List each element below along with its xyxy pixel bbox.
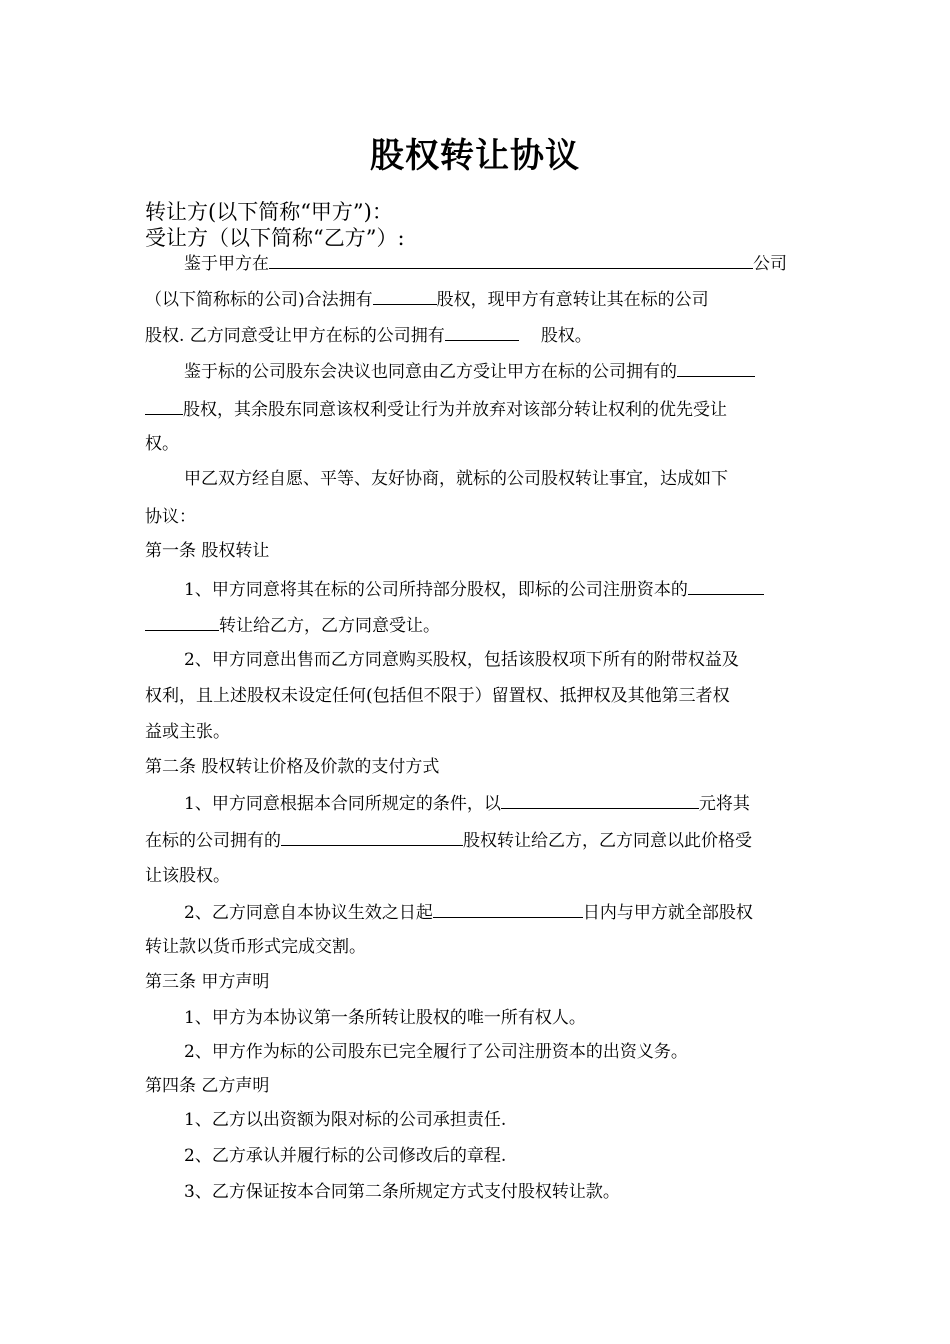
p1-text-b: 公司 xyxy=(753,254,787,274)
art4-item3: 3、乙方保证按本合同第二条所规定方式支付股权转让款。 xyxy=(184,1182,620,1202)
company-name-blank xyxy=(269,250,753,269)
p2-line2 xyxy=(145,396,727,422)
p1-text-d: 股权，现甲方有意转让其在标的公司 xyxy=(436,290,709,310)
article-4-heading: 第四条 乙方声明 xyxy=(145,1076,270,1096)
art2-item2-line2: 转让款以货币形式完成交割。 xyxy=(145,937,366,957)
p2-line1 xyxy=(184,358,755,384)
art2-i1d: 股权转让给乙方，乙方同意以此价格受 xyxy=(463,831,752,851)
art2-item1-line1 xyxy=(184,790,750,816)
art1-item1-line1 xyxy=(184,576,764,602)
art1-item2-line1: 2、甲方同意出售而乙方同意购买股权，包括该股权项下所有的附带权益及 xyxy=(184,650,739,670)
resolution-share-blank-1 xyxy=(677,358,755,377)
transferor-line: 转让方(以下简称“甲方”)： xyxy=(145,200,393,224)
equity-amount-blank xyxy=(281,827,463,846)
resolution-share-blank-2 xyxy=(145,396,183,415)
p3-line1: 甲乙双方经自愿、平等、友好协商，就标的公司股权转让事宜，达成如下 xyxy=(184,469,728,489)
art2-item1-line2 xyxy=(145,827,752,853)
p1-line2 xyxy=(145,286,709,312)
art1-item2-line2: 权利，且上述股权未设定任何(包括但不限于）留置权、抵押权及其他第三者权 xyxy=(145,686,730,706)
p1-text-f: 股权。 xyxy=(540,326,592,346)
capital-ratio-blank-2 xyxy=(145,612,219,631)
art3-item1: 1、甲方为本协议第一条所转让股权的唯一所有权人。 xyxy=(184,1008,586,1028)
document-title: 股权转让协议 xyxy=(370,136,580,176)
p1-text-c: （以下简称标的公司)合法拥有 xyxy=(145,290,373,310)
art2-i1a: 1、甲方同意根据本合同所规定的条件，以 xyxy=(184,794,501,814)
p3-line2: 协议： xyxy=(145,507,196,527)
p1-text-a: 鉴于甲方在 xyxy=(184,254,269,274)
art2-i2a: 2、乙方同意自本协议生效之日起 xyxy=(184,903,433,923)
transfer-share-blank xyxy=(445,322,519,341)
art1-item2-line3: 益或主张。 xyxy=(145,722,230,742)
owned-share-blank xyxy=(373,286,437,305)
p2-text-b: 股权，其余股东同意该权利受让行为并放弃对该部分转让权利的优先受让 xyxy=(183,400,727,420)
transferee-line: 受让方（以下简称“乙方”）: xyxy=(145,226,405,250)
capital-ratio-blank-1 xyxy=(688,576,764,595)
price-blank xyxy=(501,790,699,809)
p1-line1 xyxy=(184,250,787,276)
art2-item2-line1 xyxy=(184,899,753,925)
p2-line3: 权。 xyxy=(145,434,179,454)
art1-item1-line2 xyxy=(145,612,440,638)
article-2-heading: 第二条 股权转让价格及价款的支付方式 xyxy=(145,757,440,777)
art1-i1a: 1、甲方同意将其在标的公司所持部分股权，即标的公司注册资本的 xyxy=(184,580,688,600)
p1-text-e: 股权. 乙方同意受让甲方在标的公司拥有 xyxy=(145,326,445,346)
art2-i2b: 日内与甲方就全部股权 xyxy=(582,903,753,923)
art2-i1c: 在标的公司拥有的 xyxy=(145,831,281,851)
art2-item1-line3: 让该股权。 xyxy=(145,866,230,886)
art4-item2: 2、乙方承认并履行标的公司修改后的章程. xyxy=(184,1146,507,1166)
p1-line3 xyxy=(145,322,592,348)
art1-i1b: 转让给乙方，乙方同意受让。 xyxy=(219,616,440,636)
art4-item1: 1、乙方以出资额为限对标的公司承担责任. xyxy=(184,1110,507,1130)
art3-item2: 2、甲方作为标的公司股东已完全履行了公司注册资本的出资义务。 xyxy=(184,1042,688,1062)
days-blank xyxy=(433,899,583,918)
p2-text-a: 鉴于标的公司股东会决议也同意由乙方受让甲方在标的公司拥有的 xyxy=(184,362,677,382)
article-1-heading: 第一条 股权转让 xyxy=(145,541,270,561)
art2-i1b: 元将其 xyxy=(698,794,750,814)
article-3-heading: 第三条 甲方声明 xyxy=(145,972,270,992)
